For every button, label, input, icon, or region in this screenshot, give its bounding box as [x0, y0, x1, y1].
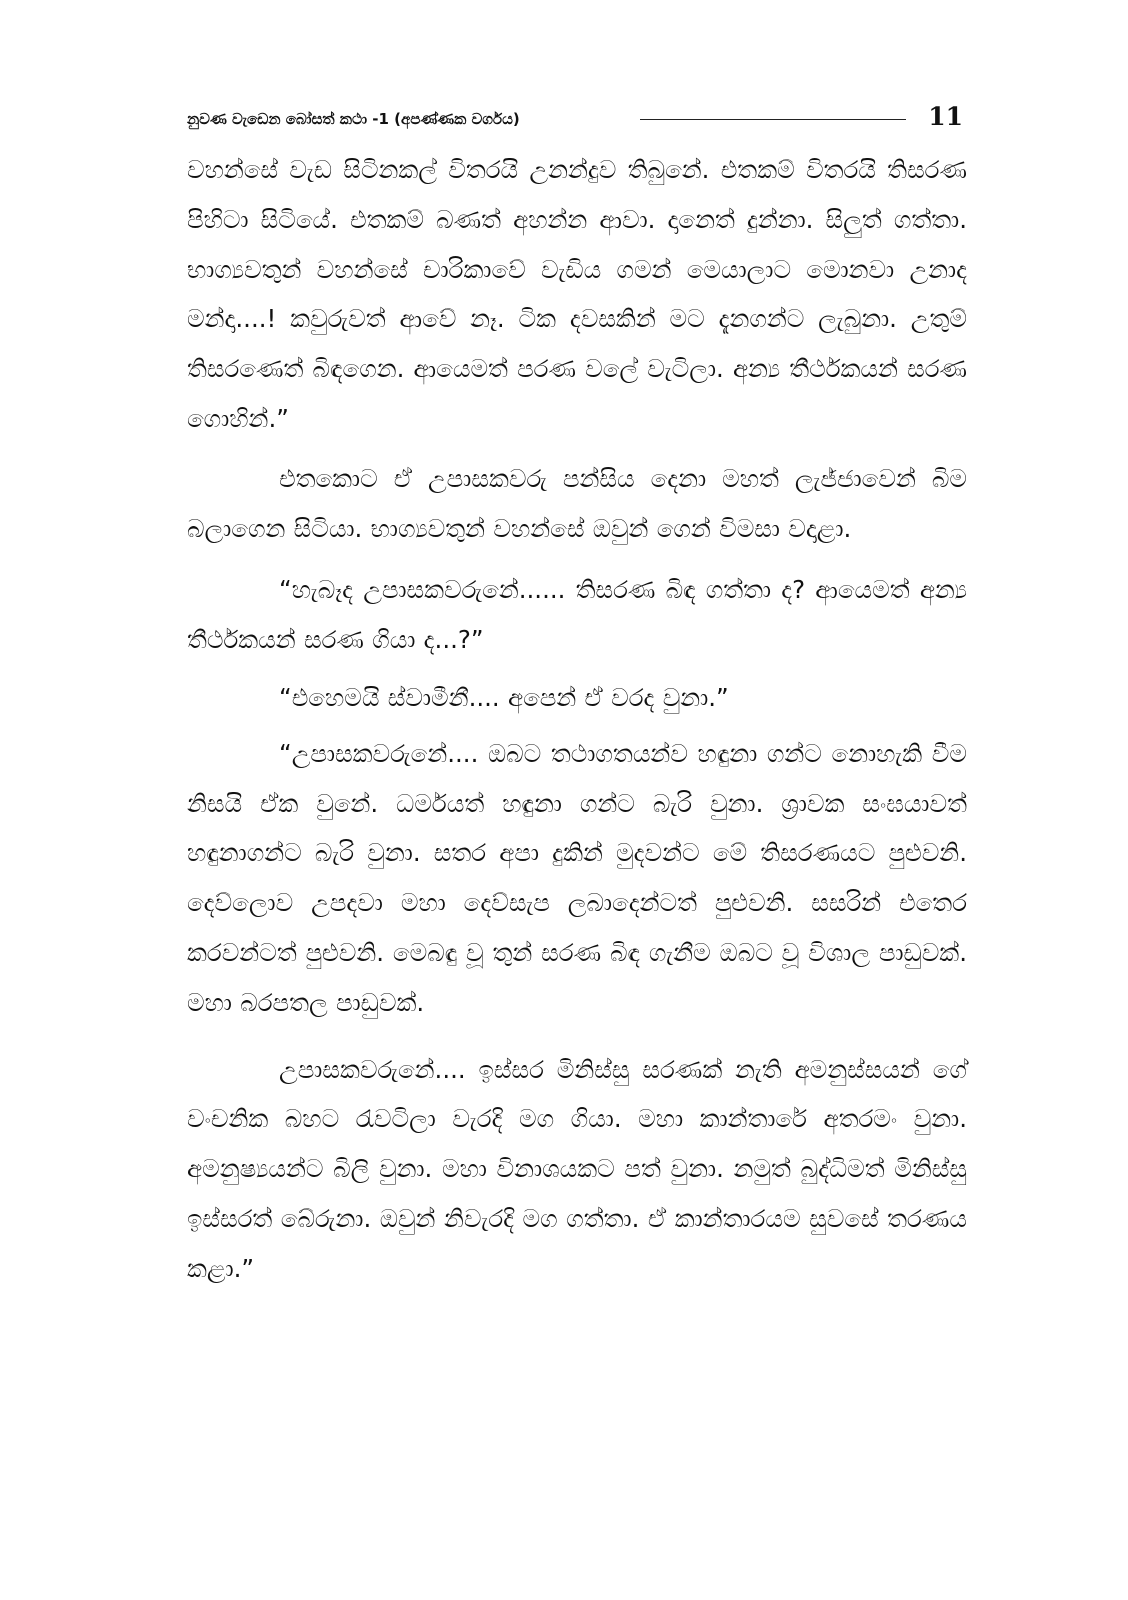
paragraph-4-answer: “එහෙමයි ස්වාමීනී.... අපෙන් ඒ වරද වුනා.”: [279, 682, 729, 712]
paragraph-2: එතකොට ඒ උපාසකවරු පන්සිය දෙනා මහත් ලැජ්ජාවෙන් බිම බලාගෙන සිටියා. භාග්‍යවතුන් වහන්සේ ඔවුන් ගෙන් විමසා වදාළා.: [187, 463, 967, 543]
page-number: 11: [928, 102, 963, 131]
body-text: [187, 145, 967, 1294]
paragraph-5: “උපාසකවරුනේ.... ඔබට තථාගතයන්ව හඳුනා ගන්ට නොහැකි වීම නිසයි ඒක වුනේ. ධර්මයත් හඳුනා ගන්ට බැරි වුනා. ශ්‍රාවක සංඝයාවත් හඳුනාගන්ට බැරි වුනා. සතර අපා දුකින් මුදවන්ට මේ තිසරණයට පුළුවනි. දෙව්ලොව උපදවා මහා දෙව්සැප ලබාදෙන්ටත් පුළුවනි. සසරින් එතෙර කරවන්ටත් පුළුවනි. මෙබඳු වූ තුන් සරණ බිඳ ගැනීම ඔබට වූ විශාල පාඩුවක්. මහා බරපතල පාඩුවක්.: [187, 738, 967, 1017]
header-rule: [640, 119, 906, 120]
paragraph-1: වහන්සේ වැඩ සිටිනකල් විතරයි උනන්දුව තිබුනේ. එතකම් විතරයි තිසරණ පිහිටා සිටියේ. එතකම් බණත් අහන්න ආවා. දානෙත් දුන්නා. සිලුත් ගත්තා. භාග්‍යවතුන් වහන්සේ චාරිකාවේ වැඩිය ගමන් මෙයාලාට මොනවා උනාද මන්දා....! කවුරුවත් ආවේ නෑ. ටික දවසකින් මට දැනගන්ට ලැබුනා. උතුම් තිසරණෙත් බිඳගෙන. ආයෙමත් පරණ වලේ වැටිලා. අන්‍ය තීර්ථකයන් සරණ ගොහින්.”: [187, 155, 967, 433]
book-title: නුවණ වැඩෙන බෝසත් කථා -1 (අපණ්ණක වර්ගය): [187, 110, 520, 128]
paragraph-3-question: “හැබෑද උපාසකවරුනේ...... තිසරණ බිඳ ගත්තා ද? ආයෙමත් අන්‍ය තීර්ථකයන් සරණ ගියා ද...?”: [187, 575, 967, 655]
running-header: [187, 100, 963, 136]
paragraph-6: උපාසකවරුනේ.... ඉස්සර මිනිස්සු සරණක් නැති අමනුස්සයන් ගේ වංචනික බහට රැවටිලා වැරදි මග ගියා. මහා කාන්තාරේ අතරමං වුනා. අමනුෂ්‍යයන්ට බිලි වුනා. මහා විනාශයකට පත් වුනා. නමුත් බුද්ධිමත් මිනිස්සු ඉස්සරත් බේරුනා. ඔවුන් නිවැරදි මග ගත්තා. ඒ කාන්තාරයම සුවසේ තරණය කළා.”: [187, 1054, 967, 1283]
